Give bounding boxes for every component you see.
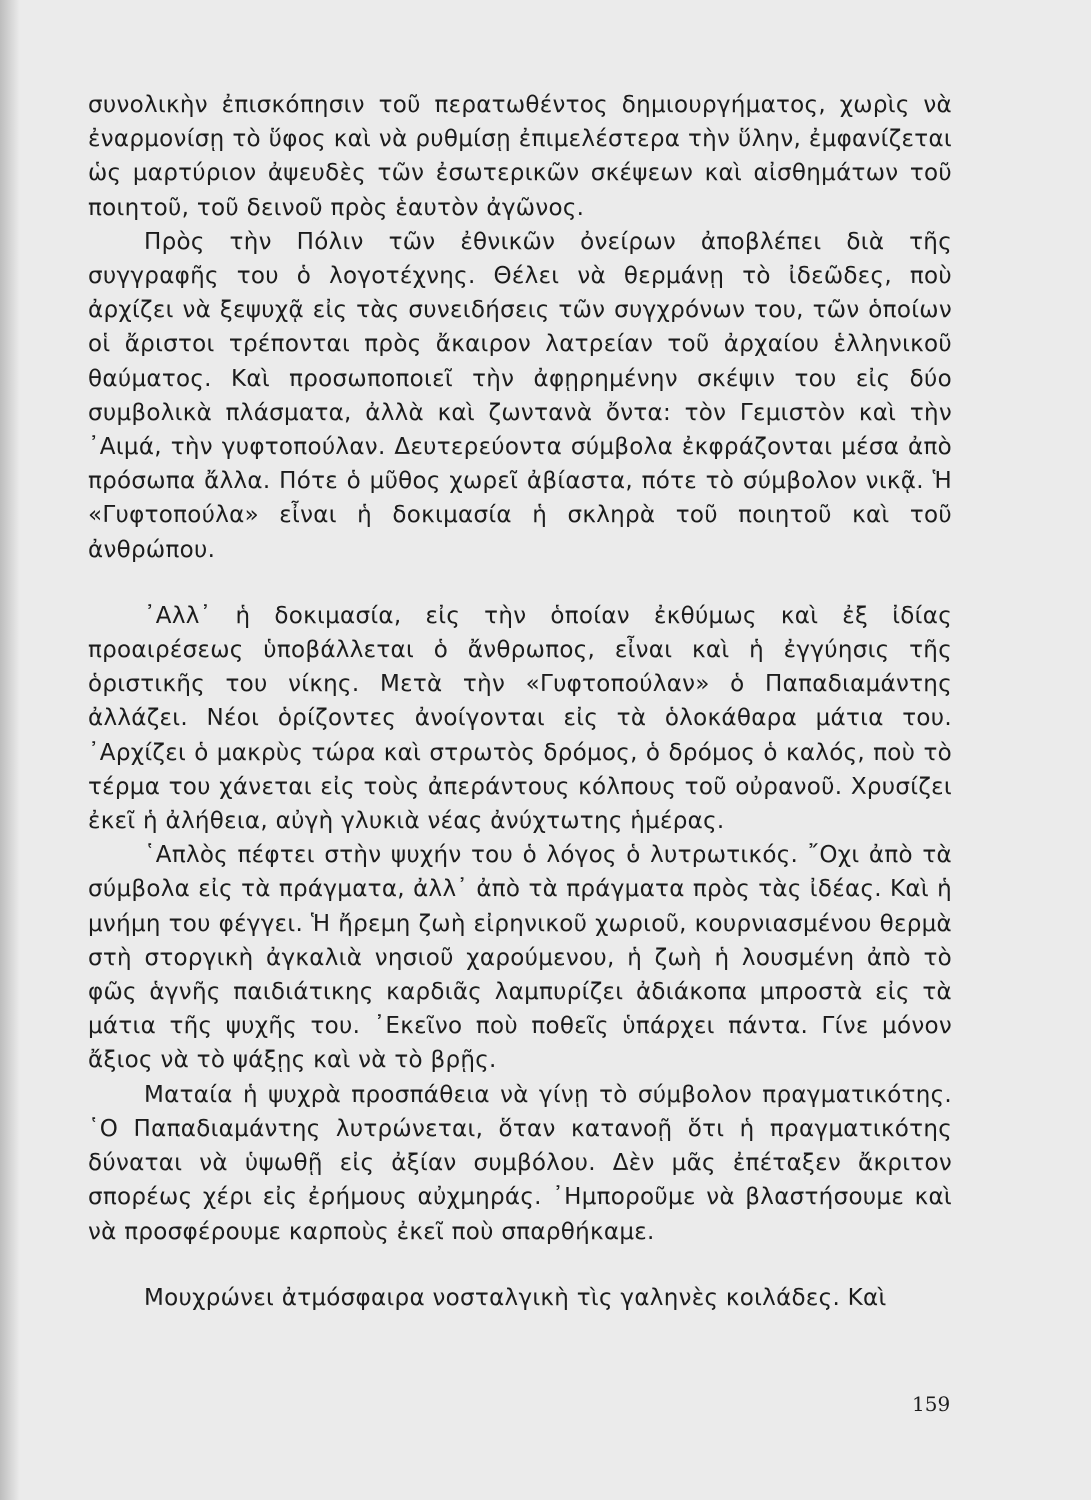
paragraph-6: Μουχρώνει ἀτμόσφαιρα νοσταλγικὴ τὶς γαληνὲς κοιλάδες. Καὶ: [144, 1284, 887, 1311]
book-binding-edge: [0, 0, 20, 1500]
page-number: 159: [912, 1392, 951, 1416]
paragraph-5: Ματαία ἡ ψυχρὰ προσπάθεια νὰ γίνῃ τὸ σύμβολον πραγματικότης. ῾Ο Παπαδιαμάντης λυτρώνεται, ὅταν κατανοῇ ὅτι ἡ πραγματικότης δύναται νὰ ὑψωθῇ εἰς ἀξίαν συμβόλου. Δὲν μᾶς ἐπέταξεν ἄκριτον σπορέως χέρι εἰς ἐρήμους αὐχμηράς. ᾿Ημποροῦμε νὰ βλαστήσουμε καὶ νὰ προσφέρουμε καρποὺς ἐκεῖ ποὺ σπαρθήκαμε.: [88, 1081, 952, 1245]
paragraph-1: συνολικὴν ἐπισκόπησιν τοῦ περατωθέντος δημιουργήματος, χωρὶς νὰ ἐναρμονίσῃ τὸ ὕφος καὶ νὰ ρυθμίσῃ ἐπιμελέστερα τὴν ὕλην, ἐμφανίζεται ὡς μαρτύριον ἀψευδὲς τῶν ἐσωτερικῶν σκέψεων καὶ αἰσθημάτων τοῦ ποιητοῦ, τοῦ δεινοῦ πρὸς ἑαυτὸν ἀγῶνος.: [88, 92, 952, 221]
paragraph-4: ῾Απλὸς πέφτει στὴν ψυχήν του ὁ λόγος ὁ λυτρωτικός. ῎Οχι ἀπὸ τὰ σύμβολα εἰς τὰ πράγματα, ἀλλ᾿ ἀπὸ τὰ πράγματα πρὸς τὰς ἰδέας. Καὶ ἡ μνήμη του φέγγει. Ἡ ἤρεμη ζωὴ εἰρηνικοῦ χωριοῦ, κουρνιασμένου θερμὰ στὴ στοργικὴ ἀγκαλιὰ νησιοῦ χαρούμενου, ἡ ζωὴ ἡ λουσμένη ἀπὸ τὸ φῶς ἁγνῆς παιδιάτικης καρδιᾶς λαμπυρίζει ἀδιάκοπα μπροστὰ εἰς τὰ μάτια τῆς ψυχῆς του. ᾿Εκεῖνο ποὺ ποθεῖς ὑπάρχει πάντα. Γίνε μόνον ἄξιος νὰ τὸ ψάξῃς καὶ νὰ τὸ βρῇς.: [88, 842, 952, 1074]
paragraph-3: ᾿Αλλ᾿ ἡ δοκιμασία, εἰς τὴν ὁποίαν ἐκθύμως καὶ ἐξ ἰδίας προαιρέσεως ὑποβάλλεται ὁ ἄνθρωπος, εἶναι καὶ ἡ ἐγγύησις τῆς ὁριστικῆς του νίκης. Μετὰ τὴν «Γυφτοπούλαν» ὁ Παπαδιαμάντης ἀλλάζει. Νέοι ὁρίζοντες ἀνοίγονται εἰς τὰ ὁλοκάθαρα μάτια του. ᾿Αρχίζει ὁ μακρὺς τώρα καὶ στρωτὸς δρόμος, ὁ δρόμος ὁ καλός, ποὺ τὸ τέρμα του χάνεται εἰς τοὺς ἀπεράντους κόλπους τοῦ οὐρανοῦ. Χρυσίζει ἐκεῖ ἡ ἀλήθεια, αὐγὴ γλυκιὰ νέας ἀνύχτωτης ἡμέρας.: [88, 602, 952, 835]
paragraph-2: Πρὸς τὴν Πόλιν τῶν ἐθνικῶν ὀνείρων ἀποβλέπει διὰ τῆς συγγραφῆς του ὁ λογοτέχνης. Θέλει νὰ θερμάνῃ τὸ ἰδεῶδες, ποὺ ἀρχίζει νὰ ξεψυχᾷ εἰς τὰς συνειδήσεις τῶν συγχρόνων του, τῶν ὁποίων οἱ ἄριστοι τρέπονται πρὸς ἄκαιρον λατρείαν τοῦ ἀρχαίου ἑλληνικοῦ θαύματος. Καὶ προσωποποιεῖ τὴν ἀφῃρημένην σκέψιν του εἰς δύο συμβολικὰ πλάσματα, ἀλλὰ καὶ ζωντανὰ ὄντα: τὸν Γεμιστὸν καὶ τὴν ᾿Αιμά, τὴν γυφτοπούλαν. Δευτερεύοντα σύμβολα ἐκφράζονται μέσα ἀπὸ πρόσωπα ἄλλα. Πότε ὁ μῦθος χωρεῖ ἀβίαστα, πότε τὸ σύμβολον νικᾷ. Ἡ «Γυφτοπούλα» εἶναι ἡ δοκιμασία ἡ σκληρὰ τοῦ ποιητοῦ καὶ τοῦ ἀνθρώπου.: [88, 228, 952, 563]
page-body-text: [88, 88, 952, 1315]
